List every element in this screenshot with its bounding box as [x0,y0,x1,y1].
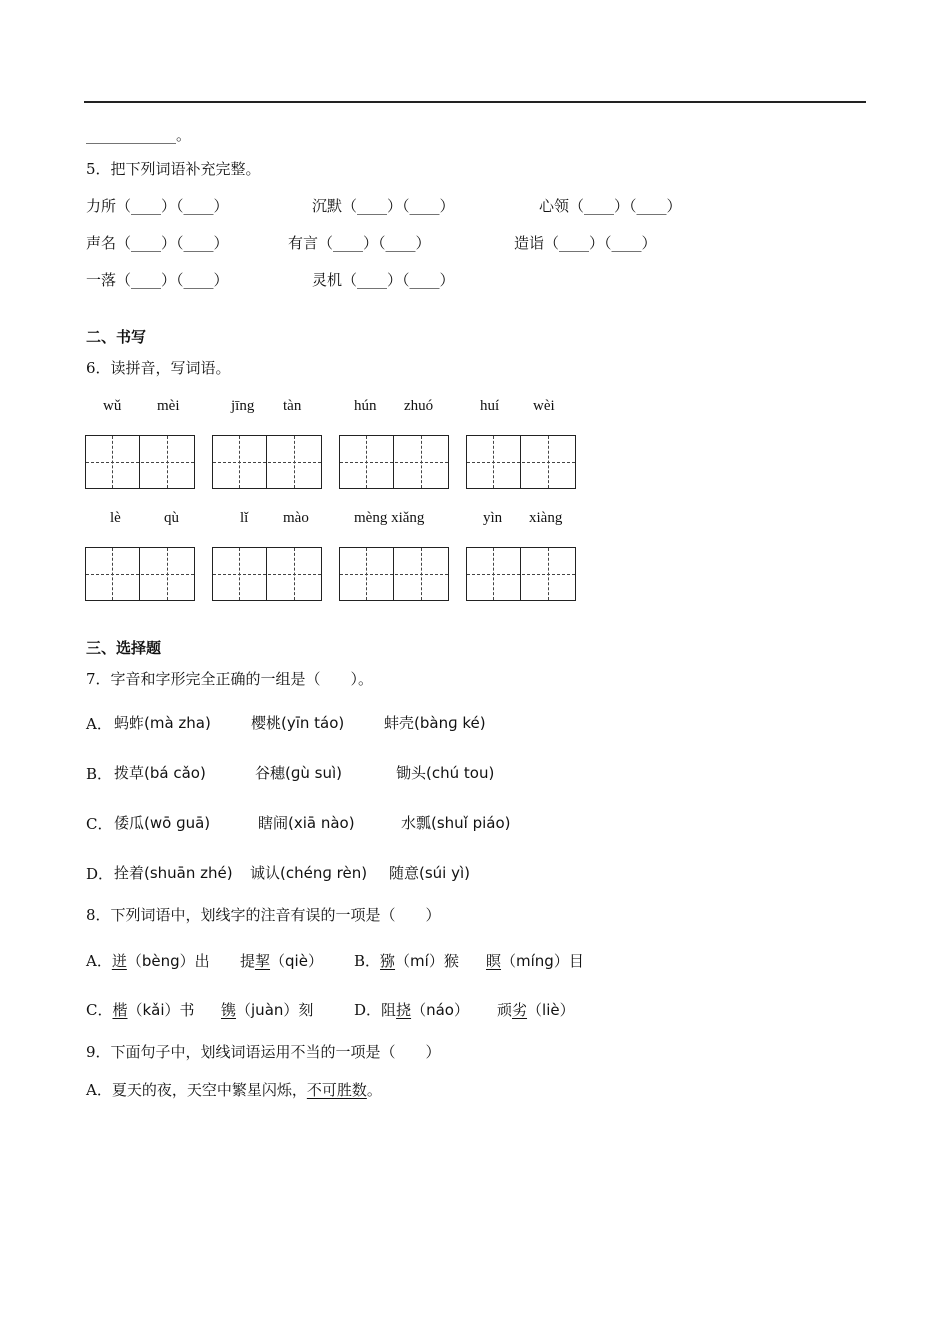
q7-option-word: 蚌壳(bànɡ ké) [384,714,486,732]
q5-item: 灵机（____）（____） [312,271,455,289]
q5-title: 5．把下列词语补充完整。 [86,160,261,178]
pinyin-label: lè [110,510,121,526]
q7-option-label: D． [86,865,114,883]
underlined-char: 劣 [512,1001,528,1019]
q5-item: 力所（____）（____） [86,197,229,215]
underlined-char: 镌 [221,1001,237,1019]
q5-item: 沉默（____）（____） [312,197,455,215]
section-heading-writing: 二、书写 [86,328,147,346]
q5-item: 心领（____）（____） [539,197,682,215]
section-heading-choice: 三、选择题 [86,639,162,657]
pinyin-label: qù [164,510,179,526]
underlined-char: 挈 [255,952,271,970]
writing-grid[interactable] [466,547,576,601]
underlined-char: 挠 [396,1001,412,1019]
q8-option-d-word2: 顽劣（liè） [497,1001,575,1019]
q7-option-word: 拴着(shuān zhé) [114,864,233,882]
q7-option-word: 樱桃(yīn táo) [251,714,345,732]
pinyin-label: wèi [533,398,555,414]
pinyin-label: hún [354,398,377,414]
writing-grid[interactable] [339,547,449,601]
underlined-char: 楷 [112,1001,128,1019]
q8-option-c-word2: 镌（juàn）刻 [221,1001,314,1019]
q7-option-word: 拨草(bá cǎo) [114,764,206,782]
q7-option-label: B． [86,765,113,783]
q8-option-a: A．迸（bèng）出 [86,952,210,970]
q8-option-b-word2: 瞑（míng）目 [486,952,584,970]
q7-option-word: 锄头(chú tou) [396,764,495,782]
pinyin-label: tàn [283,398,302,414]
pinyin-label: jīng [231,398,255,414]
q7-option-word: 随意(súi yì) [389,864,471,882]
q8-option-c: C．楷（kǎi）书 [86,1001,195,1019]
pinyin-label: yìn [483,510,503,526]
pinyin-label: zhuó [404,398,434,414]
q5-item: 有言（____）（____） [288,234,431,252]
writing-grid[interactable] [466,435,576,489]
q7-option-word: 诚认(chénɡ rèn) [250,864,368,882]
writing-grid[interactable] [85,435,195,489]
writing-grid[interactable] [85,547,195,601]
pinyin-label: mào [283,510,309,526]
underlined-char: 瞑 [486,952,502,970]
q7-option-word: 瞎闹(xiā nào) [258,814,355,832]
q7-option-label: C． [86,815,113,833]
pinyin-label: lǐ [240,510,249,526]
q7-option-word: 倭瓜(wō ɡuā) [114,814,211,832]
q7-option-word: 水瓢(shuǐ piáo) [401,814,511,832]
writing-grid[interactable] [212,435,322,489]
q8-title: 8．下列词语中，划线字的注音有误的一项是（ ） [86,906,441,924]
q7-option-word: 蚂蚱(mà zha) [114,714,211,732]
underlined-phrase: 不可胜数 [306,1081,367,1099]
q8-option-d: D．阻挠（náo） [354,1001,469,1019]
q6-title: 6．读拼音，写词语。 [86,359,231,377]
q5-item: 一落（____）（____） [86,271,229,289]
writing-grid[interactable] [212,547,322,601]
answer-blank-line: ____________。 [86,126,192,144]
underlined-char: 猕 [380,952,396,970]
pinyin-label: huí [480,398,500,414]
writing-grid[interactable] [339,435,449,489]
q9-option-a: A．夏天的夜，天空中繁星闪烁，不可胜数。 [86,1081,382,1099]
q5-item: 声名（____）（____） [86,234,229,252]
pinyin-label: wǔ [103,398,122,414]
q5-item: 造诣（____）（____） [514,234,657,252]
header-rule [84,101,866,103]
pinyin-label: mèng xiǎng [354,510,425,526]
q8-option-b: B．猕（mí）猴 [354,952,459,970]
pinyin-label: mèi [157,398,180,414]
pinyin-label: xiàng [529,510,563,526]
q7-option-word: 谷穗(ɡù suì) [255,764,342,782]
q8-option-a-word2: 提挈（qiè） [240,952,323,970]
q9-title: 9．下面句子中，划线词语运用不当的一项是（ ） [86,1043,441,1061]
underlined-char: 迸 [111,952,127,970]
q7-option-label: A． [86,715,112,733]
q7-title: 7．字音和字形完全正确的一组是（ ）。 [86,670,374,688]
